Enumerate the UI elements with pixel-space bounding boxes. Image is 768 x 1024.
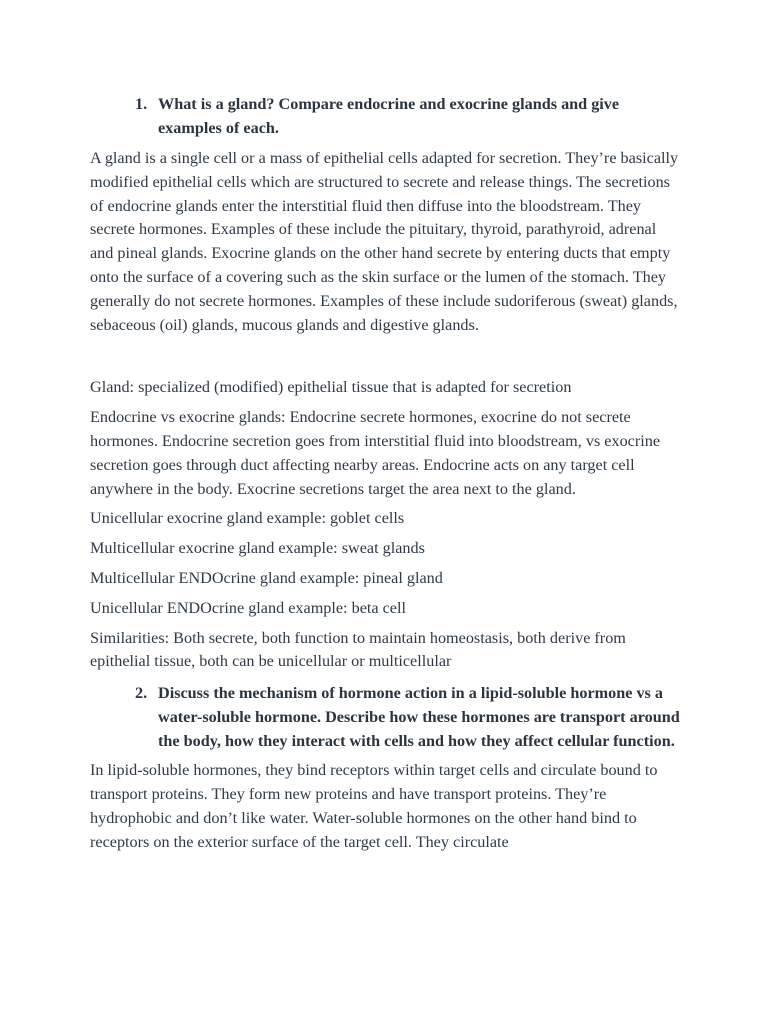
question-2 [135,681,690,753]
similarities-paragraph: Similarities: Both secrete, both function to maintain homeostasis, both derive from epithelial tissue, both can be unicellular or multicellular [90,628,626,671]
multicellular-endocrine-example: Multicellular ENDOcrine gland example: pineal gland [90,568,443,587]
answer-2-paragraph: In lipid-soluble hormones, they bind receptors within target cells and circulate bound to transport proteins. They form new proteins and have transport proteins. They’re hydrophobic and don’t like water. Water-soluble hormones on the other hand bind to receptors on the exterior surface of the target cell. They circulate [90,761,658,851]
endocrine-vs-exocrine: Endocrine vs exocrine glands: Endocrine secrete hormones, exocrine do not secrete hormones. Endocrine secretion goes from interstitial fluid into bloodstream, vs exocrine secretion goes through duct affecting nearby areas. Endocrine acts on any target cell anywhere in the body. Exocrine secretions target the area next to the gland. [90,408,661,498]
question-2-text: Discuss the mechanism of hormone action in a lipid-soluble hormone vs a water-soluble hormone. Describe how these hormones are transport around the body, how they interact with cells and how they affect cellular function. [158,684,680,751]
question-1-text: What is a gland? Compare endocrine and exocrine glands and give examples of each. [158,95,620,137]
unicellular-exocrine-example: Unicellular exocrine gland example: goblet cells [90,509,405,528]
gland-definition: Gland: specialized (modified) epithelial tissue that is adapted for secretion [90,378,572,397]
unicellular-endocrine-example: Unicellular ENDOcrine gland example: beta cell [90,598,406,617]
question-1-number: 1. [135,95,148,113]
answer-1-paragraph: A gland is a single cell or a mass of epithelial cells adapted for secretion. They’re basically modified epithelial cells which are structured to secrete and release things. The secretions of endocrine glands enter the interstitial fluid then diffuse into the bloodstream. They secrete hormones. Examples of these include the pituitary, thyroid, parathyroid, adrenal and pineal glands. Exocrine glands on the other hand secrete by entering ducts that empty onto the surface of a covering such as the skin surface or the lumen of the stomach. They generally do not secrete hormones. Examples of these include sudoriferous (sweat) glands, sebaceous (oil) glands, mucous glands and digestive glands. [90,149,679,334]
question-2-number: 2. [135,684,148,703]
paragraph-spacer [90,337,690,376]
document-page [90,92,690,854]
multicellular-exocrine-example: Multicellular exocrine gland example: sweat glands [90,539,425,558]
question-1 [135,92,690,140]
